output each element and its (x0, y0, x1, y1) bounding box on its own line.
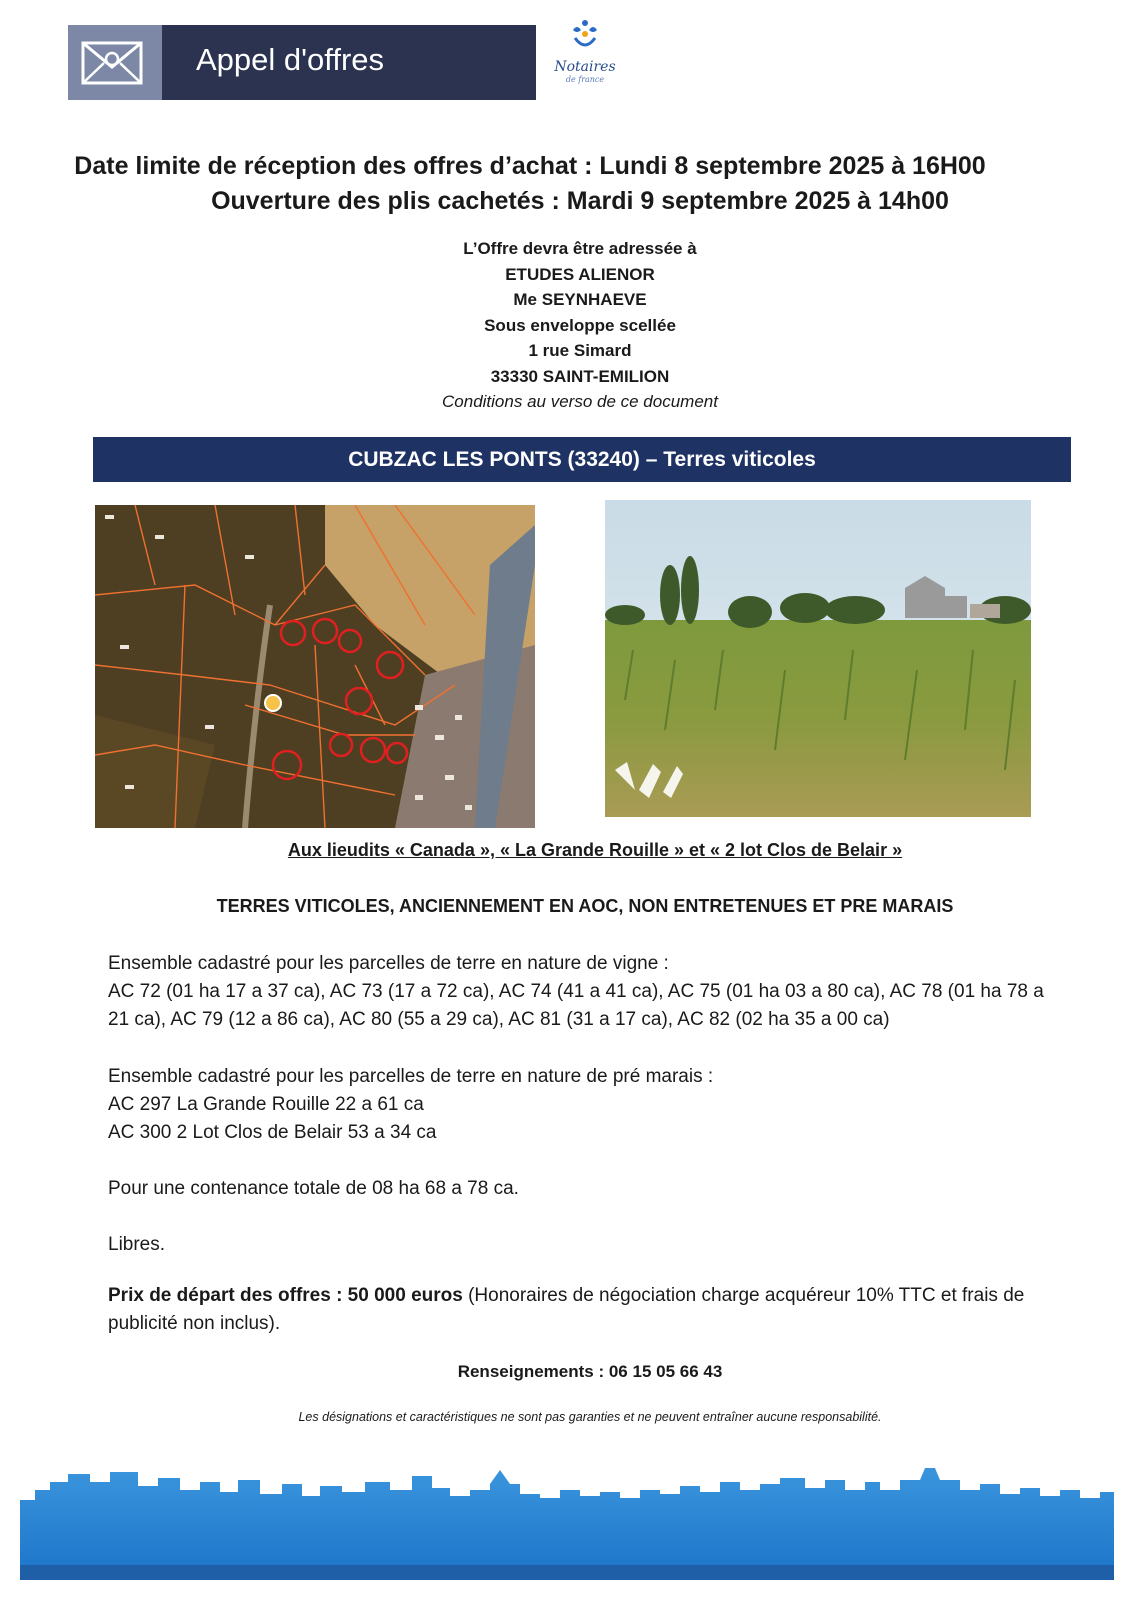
deadline-line: Date limite de réception des offres d’achat : Lundi 8 septembre 2025 à 16H00 (74, 152, 986, 180)
marais-section (108, 1063, 1068, 1147)
address-city: 33330 SAINT-EMILION (490, 366, 670, 386)
envelope-icon (68, 25, 162, 100)
contact-info: Renseignements : 06 15 05 66 43 (457, 1362, 723, 1381)
notaires-logo (545, 18, 625, 88)
property-headline: TERRES VITICOLES, ANCIENNEMENT EN AOC, NON ENTRETENUES ET PRE MARAIS (216, 896, 954, 916)
lieudits-line: Aux lieudits « Canada », « La Grande Rouille » et « 2 lot Clos de Belair » (287, 840, 903, 860)
page-title: Appel d'offres (196, 42, 385, 77)
header-banner (68, 25, 536, 100)
section-title-bar: CUBZAC LES PONTS (33240) – Terres viticoles (93, 437, 1071, 482)
marais-parcel-1: AC 297 La Grande Rouille 22 a 61 ca (108, 1094, 424, 1115)
address-street: 1 rue Simard (528, 341, 632, 360)
vigne-intro: Ensemble cadastré pour les parcelles de terre en nature de vigne : (108, 953, 669, 974)
price-note: (Honoraires de négociation charge acquéreur 10% TTC et frais de publicité non inclus). (108, 1285, 1025, 1334)
notaires-emblem-icon (565, 18, 605, 52)
vigne-section (108, 950, 1068, 1034)
cadastral-map-image (95, 505, 535, 828)
address-envelope: Sous enveloppe scellée (484, 315, 676, 335)
city-skyline-footer (20, 1460, 1114, 1580)
disclaimer: Les désignations et caractéristiques ne sont pas garanties et ne peuvent entraîner aucune responsabilité. (298, 1410, 882, 1424)
address-conditions: Conditions au verso de ce document (442, 392, 718, 411)
envelope-icon-box (68, 25, 162, 100)
total-area: Pour une contenance totale de 08 ha 68 a 78 ca. (108, 1178, 519, 1199)
address-office: ETUDES ALIENOR (505, 264, 655, 284)
marais-intro: Ensemble cadastré pour les parcelles de terre en nature de pré marais : (108, 1066, 714, 1087)
logo-sub: de france (565, 75, 605, 84)
address-block (0, 236, 1132, 415)
logo-name: Notaires (554, 59, 616, 75)
occupancy-status: Libres. (108, 1234, 166, 1255)
vigne-list: AC 72 (01 ha 17 a 37 ca), AC 73 (17 a 72 ca), AC 74 (41 a 41 ca), AC 75 (01 ha 03 a 80 ca), AC 78 (01 ha 78 a 21 ca), AC 79 (12 a 86 ca), AC 80 (55 a 29 ca), AC 81 (31 a 17 ca), AC 82 (02 ha 35 a 00 ca) (108, 981, 1044, 1030)
address-notary: Me SEYNHAEVE (513, 290, 647, 309)
vineyard-photo (605, 500, 1031, 817)
marais-parcel-2: AC 300 2 Lot Clos de Belair 53 a 34 ca (108, 1122, 437, 1143)
price-paragraph (108, 1282, 1068, 1338)
starting-price: Prix de départ des offres : 50 000 euros (108, 1285, 463, 1306)
opening-line: Ouverture des plis cachetés : Mardi 9 septembre 2025 à 14h00 (211, 187, 949, 215)
address-intro: L’Offre devra être adressée à (463, 239, 697, 258)
